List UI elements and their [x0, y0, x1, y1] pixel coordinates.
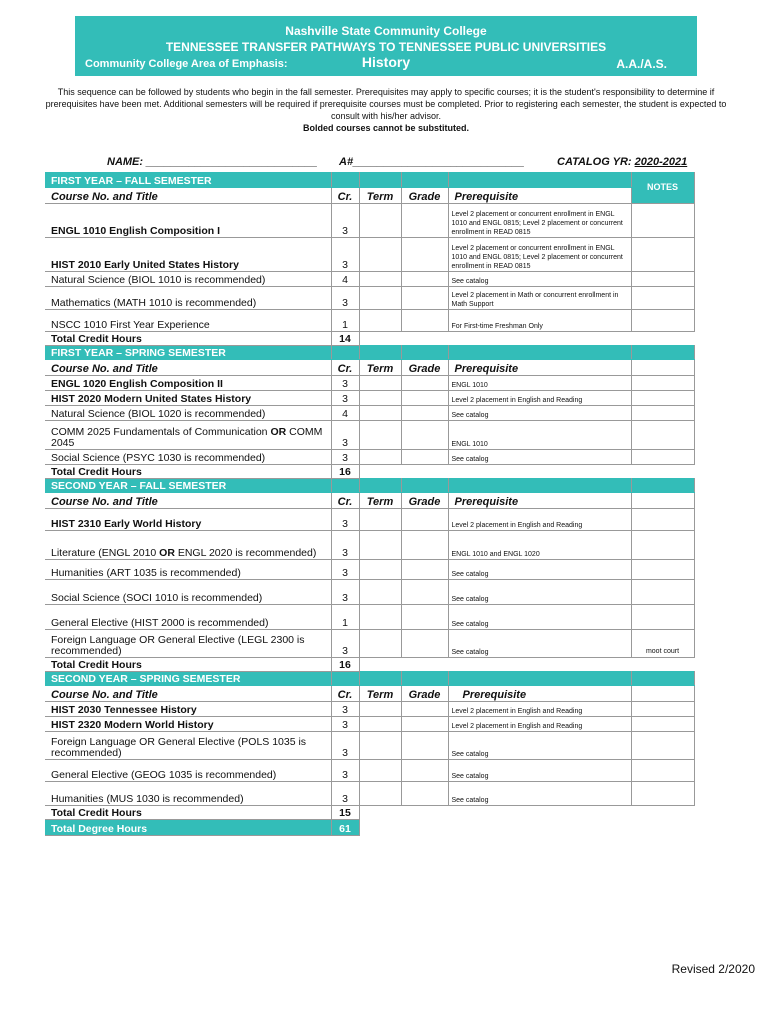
intro-text [40, 86, 732, 134]
course-prereq: ENGL 1010 and ENGL 1020 [448, 530, 631, 559]
student-info-row [45, 156, 705, 172]
semester-title: SECOND YEAR – FALL SEMESTER [45, 478, 331, 492]
notes-cell[interactable] [631, 579, 694, 604]
course-title: COMM 2025 Fundamentals of Communication OR COMM 2045 [45, 420, 331, 449]
table-row [45, 604, 694, 629]
grade-cell[interactable] [401, 449, 448, 464]
course-credits: 1 [331, 309, 359, 331]
table-row [45, 203, 694, 237]
course-title: NSCC 1010 First Year Experience [45, 309, 331, 331]
course-title: Mathematics (MATH 1010 is recommended) [45, 286, 331, 309]
course-credits: 3 [331, 701, 359, 716]
notes-cell[interactable] [631, 781, 694, 805]
term-cell[interactable] [359, 604, 401, 629]
table-row [45, 530, 694, 559]
term-cell[interactable] [359, 309, 401, 331]
term-cell[interactable] [359, 701, 401, 716]
course-prereq: See catalog [448, 449, 631, 464]
total-row [45, 331, 694, 345]
course-title: ENGL 1020 English Composition II [45, 375, 331, 390]
grade-cell[interactable] [401, 629, 448, 657]
notes-cell[interactable] [631, 759, 694, 781]
table-row [45, 286, 694, 309]
semester-header-fall1 [45, 172, 694, 187]
bold-note: Bolded courses cannot be substituted. [302, 123, 470, 133]
course-prereq: Level 2 placement in Math or concurrent enrollment in Math Support [448, 286, 631, 309]
major-name: History [361, 54, 411, 70]
course-title: General Elective (GEOG 1035 is recommended) [45, 759, 331, 781]
program-title: TENNESSEE TRANSFER PATHWAYS TO TENNESSEE PUBLIC UNIVERSITIES [165, 40, 607, 54]
course-prereq: Level 2 placement in English and Reading [448, 508, 631, 530]
notes-cell[interactable] [631, 237, 694, 271]
notes-cell[interactable] [631, 716, 694, 731]
course-prereq: See catalog [448, 629, 631, 657]
semester-title: FIRST YEAR – SPRING SEMESTER [45, 345, 331, 359]
course-title: Literature (ENGL 2010 OR ENGL 2020 is recommended) [45, 530, 331, 559]
grade-cell[interactable] [401, 375, 448, 390]
semester-header-spring2 [45, 671, 694, 685]
term-cell[interactable] [359, 579, 401, 604]
course-title: HIST 2320 Modern World History [45, 716, 331, 731]
catalog-label: CATALOG YR: [557, 156, 632, 168]
notes-cell[interactable] [631, 405, 694, 420]
table-row [45, 701, 694, 716]
course-title: Social Science (SOCI 1010 is recommended) [45, 579, 331, 604]
grand-total-label: Total Degree Hours [45, 819, 331, 835]
course-prereq: Level 2 placement or concurrent enrollment in ENGL 1010 and ENGL 0815; Level 2 placement or concurrent enrollment in READ 0815 [448, 237, 631, 271]
table-row [45, 508, 694, 530]
notes-cell[interactable]: moot court [631, 629, 694, 657]
grand-total-row [45, 819, 694, 835]
grade-cell[interactable] [401, 508, 448, 530]
college-name: Nashville State Community College [285, 24, 487, 38]
term-cell[interactable] [359, 405, 401, 420]
term-cell[interactable] [359, 629, 401, 657]
course-credits: 4 [331, 271, 359, 286]
table-row [45, 375, 694, 390]
course-prereq: See catalog [448, 604, 631, 629]
grade-cell[interactable] [401, 237, 448, 271]
table-row [45, 390, 694, 405]
grade-cell[interactable] [401, 420, 448, 449]
course-credits: 3 [331, 759, 359, 781]
term-cell[interactable] [359, 530, 401, 559]
grade-cell[interactable] [401, 390, 448, 405]
semester-title: FIRST YEAR – FALL SEMESTER [45, 172, 331, 187]
course-credits: 3 [331, 716, 359, 731]
catalog-year: 2020-2021 [634, 156, 688, 168]
table-row [45, 731, 694, 759]
term-cell[interactable] [359, 731, 401, 759]
grade-cell[interactable] [401, 716, 448, 731]
term-cell[interactable] [359, 203, 401, 237]
term-cell[interactable] [359, 271, 401, 286]
notes-cell[interactable] [631, 530, 694, 559]
total-credits: 16 [331, 464, 359, 478]
course-credits: 3 [331, 508, 359, 530]
grade-cell[interactable] [401, 286, 448, 309]
course-title: HIST 2010 Early United States History [45, 237, 331, 271]
notes-cell[interactable] [631, 271, 694, 286]
course-prereq: See catalog [448, 759, 631, 781]
notes-cell[interactable] [631, 286, 694, 309]
table-row [45, 271, 694, 286]
semester-header-fall2 [45, 478, 694, 492]
col-credits: Cr. [331, 187, 359, 203]
grade-cell[interactable] [401, 781, 448, 805]
table-row [45, 237, 694, 271]
term-cell[interactable] [359, 781, 401, 805]
catalog-year-label [557, 156, 687, 168]
notes-header: NOTES [631, 172, 694, 203]
column-header-row [45, 187, 694, 203]
course-prereq: See catalog [448, 781, 631, 805]
grade-cell[interactable] [401, 309, 448, 331]
term-cell[interactable] [359, 286, 401, 309]
grade-cell[interactable] [401, 701, 448, 716]
course-title: HIST 2310 Early World History [45, 508, 331, 530]
course-credits: 3 [331, 420, 359, 449]
table-row [45, 781, 694, 805]
course-prereq: ENGL 1010 [448, 420, 631, 449]
column-header-row: Course No. and Title Cr. Term Grade Prerequisite [45, 685, 694, 701]
grade-cell[interactable] [401, 579, 448, 604]
course-credits: 3 [331, 286, 359, 309]
total-credits: 14 [331, 331, 359, 345]
total-credits: 15 [331, 805, 359, 819]
course-prereq: Level 2 placement in English and Reading [448, 716, 631, 731]
total-row [45, 464, 694, 478]
grade-cell[interactable] [401, 731, 448, 759]
total-label: Total Credit Hours [45, 464, 331, 478]
course-title: ENGL 1010 English Composition I [45, 203, 331, 237]
table-row [45, 309, 694, 331]
col-prereq: Prerequisite [448, 187, 631, 203]
course-prereq: For First-time Freshman Only [448, 309, 631, 331]
course-title: Foreign Language OR General Elective (POLS 1035 is recommended) [45, 731, 331, 759]
table-row [45, 559, 694, 579]
course-credits: 3 [331, 237, 359, 271]
total-row [45, 805, 694, 819]
total-row [45, 657, 694, 671]
notes-cell[interactable] [631, 559, 694, 579]
course-prereq: Level 2 placement in English and Reading [448, 701, 631, 716]
course-credits: 1 [331, 604, 359, 629]
revised-date: Revised 2/2020 [671, 962, 755, 976]
col-grade: Grade [401, 187, 448, 203]
term-cell[interactable] [359, 375, 401, 390]
notes-cell[interactable] [631, 701, 694, 716]
course-credits: 3 [331, 629, 359, 657]
term-cell[interactable] [359, 716, 401, 731]
course-credits: 3 [331, 781, 359, 805]
course-prereq: See catalog [448, 271, 631, 286]
column-header-row: Course No. and Title Cr. Term Grade Prerequisite [45, 492, 694, 508]
course-credits: 4 [331, 405, 359, 420]
semester-title: SECOND YEAR – SPRING SEMESTER [45, 671, 331, 685]
term-cell[interactable] [359, 759, 401, 781]
course-prereq: See catalog [448, 559, 631, 579]
grade-cell[interactable] [401, 604, 448, 629]
notes-cell[interactable] [631, 449, 694, 464]
table-row [45, 629, 694, 657]
grade-cell[interactable] [401, 559, 448, 579]
grade-cell[interactable] [401, 530, 448, 559]
notes-cell[interactable] [631, 420, 694, 449]
term-cell[interactable] [359, 449, 401, 464]
table-row [45, 759, 694, 781]
intro-paragraph: This sequence can be followed by students who begin in the fall semester. Prerequisites may apply to specific courses; it is the student's responsibility to determine if prerequisites have been met. Additional semesters will be required if prerequisite courses must be completed. Prior to registering each semester, the student is expected to consult with his/her advisor. [45, 87, 727, 121]
column-header-row: Course No. and Title Cr. Term Grade Prerequisite [45, 359, 694, 375]
table-row [45, 405, 694, 420]
course-prereq: See catalog [448, 405, 631, 420]
course-credits: 3 [331, 530, 359, 559]
course-title: Humanities (MUS 1030 is recommended) [45, 781, 331, 805]
notes-cell[interactable] [631, 309, 694, 331]
term-cell[interactable] [359, 237, 401, 271]
course-prereq: Level 2 placement in English and Reading [448, 390, 631, 405]
course-prereq: ENGL 1010 [448, 375, 631, 390]
course-credits: 3 [331, 375, 359, 390]
degree-type: A.A./A.S. [616, 57, 667, 71]
total-credits: 16 [331, 657, 359, 671]
table-row [45, 716, 694, 731]
course-prereq: Level 2 placement or concurrent enrollment in ENGL 1010 and ENGL 0815; Level 2 placement or concurrent enrollment in READ 0815 [448, 203, 631, 237]
notes-cell[interactable] [631, 508, 694, 530]
name-field[interactable]: NAME: ____________________________ [107, 156, 318, 168]
notes-cell[interactable] [631, 375, 694, 390]
table-row [45, 579, 694, 604]
course-title: Natural Science (BIOL 1010 is recommended) [45, 271, 331, 286]
course-credits: 3 [331, 449, 359, 464]
course-credits: 3 [331, 203, 359, 237]
semester-header-spring1 [45, 345, 694, 359]
total-label: Total Credit Hours [45, 805, 331, 819]
course-title: Social Science (PSYC 1030 is recommended) [45, 449, 331, 464]
header-banner [75, 16, 697, 76]
course-credits: 3 [331, 731, 359, 759]
course-title: Natural Science (BIOL 1020 is recommended) [45, 405, 331, 420]
course-title: General Elective (HIST 2000 is recommended) [45, 604, 331, 629]
table-row [45, 420, 694, 449]
term-cell[interactable] [359, 559, 401, 579]
course-prereq: See catalog [448, 731, 631, 759]
notes-cell[interactable] [631, 604, 694, 629]
col-term: Term [359, 187, 401, 203]
course-prereq: See catalog [448, 579, 631, 604]
grade-cell[interactable] [401, 271, 448, 286]
area-of-emphasis-label: Community College Area of Emphasis: [85, 58, 288, 70]
course-title: HIST 2020 Modern United States History [45, 390, 331, 405]
term-cell[interactable] [359, 420, 401, 449]
notes-cell[interactable] [631, 390, 694, 405]
course-credits: 3 [331, 390, 359, 405]
notes-cell[interactable] [631, 731, 694, 759]
course-title: Foreign Language OR General Elective (LEGL 2300 is recommended) [45, 629, 331, 657]
course-sequence-table [45, 172, 695, 836]
total-label: Total Credit Hours [45, 657, 331, 671]
col-course: Course No. and Title [45, 187, 331, 203]
course-title: HIST 2030 Tennessee History [45, 701, 331, 716]
term-cell[interactable] [359, 508, 401, 530]
table-row [45, 449, 694, 464]
grade-cell[interactable] [401, 405, 448, 420]
grade-cell[interactable] [401, 203, 448, 237]
grand-total-value: 61 [331, 819, 359, 835]
term-cell[interactable] [359, 390, 401, 405]
course-title: Humanities (ART 1035 is recommended) [45, 559, 331, 579]
id-field[interactable]: A#____________________________ [339, 156, 525, 168]
course-credits: 3 [331, 579, 359, 604]
total-label: Total Credit Hours [45, 331, 331, 345]
notes-cell[interactable] [631, 203, 694, 237]
course-credits: 3 [331, 559, 359, 579]
grade-cell[interactable] [401, 759, 448, 781]
